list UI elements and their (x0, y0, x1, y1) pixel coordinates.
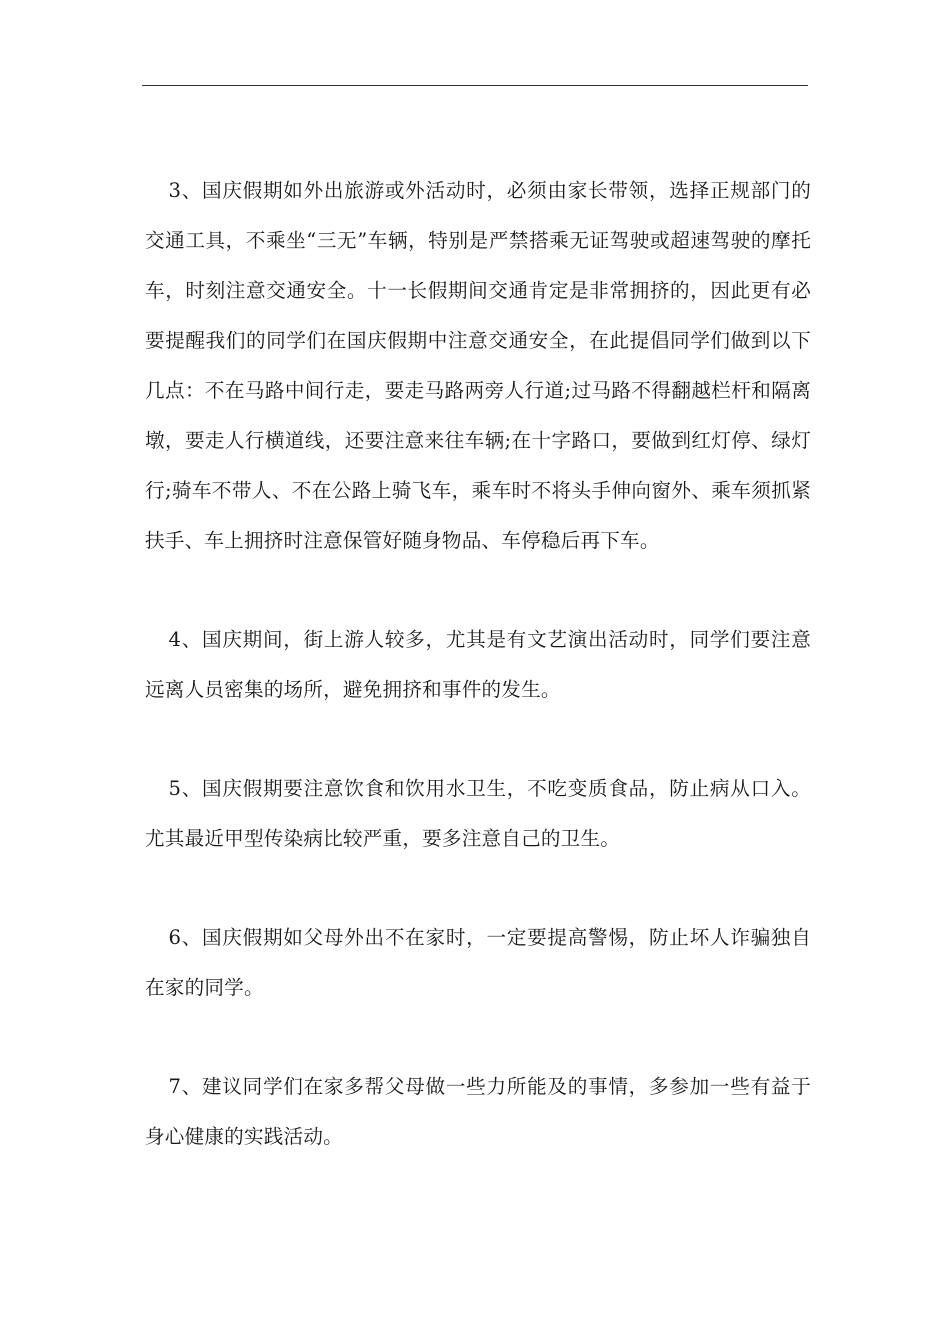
paragraph-item-4: 4、国庆期间，街上游人较多，尤其是有文艺演出活动时，同学们要注意远离人员密集的场所，避免拥挤和事件的发生。 (145, 628, 811, 701)
paragraph-item-5: 5、国庆假期要注意饮食和饮用水卫生，不吃变质食品，防止病从口入。尤其最近甲型传染病比较严重，要多注意自己的卫生。 (145, 777, 811, 850)
paragraph-item-3: 3、国庆假期如外出旅游或外活动时，必须由家长带领，选择正规部门的交通工具，不乘坐“三无”车辆，特别是严禁搭乘无证驾驶或超速驾驶的摩托车，时刻注意交通安全。十一长假期间交通肯定是非常拥挤的，因此更有必要提醒我们的同学们在国庆假期中注意交通安全，在此提倡同学们做到以下几点：不在马路中间行走，要走马路两旁人行道;过马路不得翻越栏杆和隔离墩，要走人行横道线，还要注意来往车辆;在十字路口，要做到红灯停、绿灯行;骑车不带人、不在公路上骑飞车，乘车时不将头手伸向窗外、乘车须抓紧扶手、车上拥挤时注意保管好随身物品、车停稳后再下车。 (145, 179, 811, 552)
header-divider (142, 85, 808, 86)
document-body (145, 166, 811, 1162)
paragraph-item-6: 6、国庆假期如父母外出不在家时，一定要提高警惕，防止坏人诈骗独自在家的同学。 (145, 926, 811, 999)
paragraph-item-7: 7、建议同学们在家多帮父母做一些力所能及的事情，多参加一些有益于身心健康的实践活动。 (145, 1075, 811, 1148)
